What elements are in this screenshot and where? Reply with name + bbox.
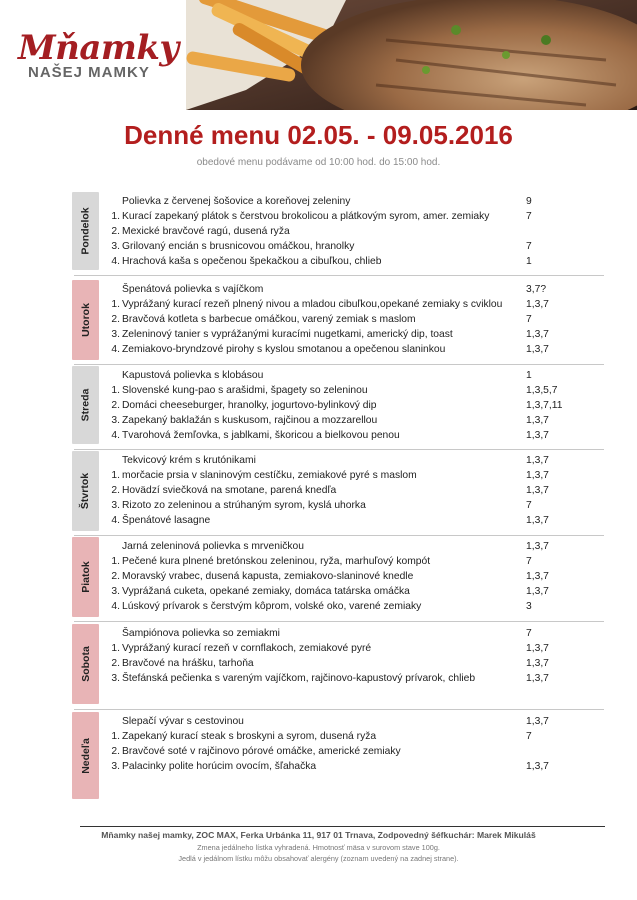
allergens: 1,3,7 bbox=[526, 299, 549, 310]
day-name: Nedeľa bbox=[79, 737, 92, 774]
dish-number: 1. bbox=[111, 470, 120, 481]
allergens: 1,3,7 bbox=[526, 485, 549, 496]
dish-row bbox=[111, 224, 612, 239]
day-label-stvrtok bbox=[72, 451, 99, 531]
dish-number: 3. bbox=[111, 586, 120, 597]
soup-row bbox=[122, 194, 612, 209]
dish-name: Palacinky polite horúcim ovocím, šľahačka bbox=[122, 761, 317, 772]
dish-name: Kapustová polievka s klobásou bbox=[122, 370, 264, 381]
allergens: 1,3,7 bbox=[526, 344, 549, 355]
dish-row bbox=[111, 428, 612, 443]
dish-number: 2. bbox=[111, 226, 120, 237]
dish-row bbox=[111, 744, 612, 759]
dish-name: morčacie prsia v slaninovým cestíčku, zemiakové pyré s maslom bbox=[122, 470, 417, 481]
soup-row bbox=[122, 282, 612, 297]
dish-name: Hrachová kaša s opečenou špekačkou a cibuľkou, chlieb bbox=[122, 256, 382, 267]
dish-row bbox=[111, 239, 612, 254]
day-label-sobota bbox=[72, 624, 99, 704]
dish-row bbox=[111, 383, 612, 398]
allergens: 7 bbox=[526, 628, 532, 639]
dish-name: Bravčové soté v rajčinovo pórové omáčke, americké zemiaky bbox=[122, 746, 401, 757]
day-label-utorok bbox=[72, 280, 99, 360]
soup-row bbox=[122, 368, 612, 383]
day-label-piatok bbox=[72, 537, 99, 617]
day-name: Piatok bbox=[79, 561, 92, 593]
dish-number: 2. bbox=[111, 314, 120, 325]
dish-name: Moravský vrabec, dusená kapusta, zemiakovo-slaninové knedle bbox=[122, 571, 414, 582]
dish-name: Mexické bravčové ragú, dusená ryža bbox=[122, 226, 290, 237]
allergens: 1,3,5,7 bbox=[526, 385, 558, 396]
day-separator bbox=[74, 275, 604, 276]
day-label-nedela bbox=[72, 712, 99, 799]
dish-name: Zeleninový tanier s vyprážanými kuracími nugetkami, americký dip, toast bbox=[122, 329, 453, 340]
day-separator bbox=[74, 621, 604, 622]
dish-row bbox=[111, 327, 612, 342]
day-separator bbox=[74, 709, 604, 710]
dish-number: 2. bbox=[111, 746, 120, 757]
dish-name: Lúskový prívarok s čerstvým kôprom, volské oko, varené zemiaky bbox=[122, 601, 422, 612]
dish-row bbox=[111, 468, 612, 483]
dish-number: 3. bbox=[111, 329, 120, 340]
allergens: 7 bbox=[526, 556, 532, 567]
day-name: Sobota bbox=[79, 646, 92, 682]
day-separator bbox=[74, 535, 604, 536]
dish-name: Grilovaný encián s brusnicovou omáčkou, hranolky bbox=[122, 241, 355, 252]
allergens: 9 bbox=[526, 196, 532, 207]
allergens: 1,3,7 bbox=[526, 571, 549, 582]
dish-name: Domáci cheeseburger, hranolky, jogurtovo-bylinkový dip bbox=[122, 400, 377, 411]
allergens: 3 bbox=[526, 601, 532, 612]
day-name: Štvrtok bbox=[79, 472, 92, 510]
food-photo bbox=[186, 0, 637, 110]
dish-name: Šampiónova polievka so zemiakmi bbox=[122, 628, 280, 639]
dish-row bbox=[111, 656, 612, 671]
logo bbox=[18, 30, 183, 81]
dish-number: 3. bbox=[111, 761, 120, 772]
logo-subtitle: NAŠEJ MAMKY bbox=[28, 64, 150, 81]
soup-row bbox=[122, 714, 612, 729]
dish-name: Špenátová polievka s vajíčkom bbox=[122, 284, 264, 295]
dish-row bbox=[111, 671, 612, 686]
dish-number: 4. bbox=[111, 515, 120, 526]
dish-number: 3. bbox=[111, 415, 120, 426]
dish-number: 3. bbox=[111, 500, 120, 511]
dish-number: 4. bbox=[111, 430, 120, 441]
allergens: 1,3,7 bbox=[526, 541, 549, 552]
allergens: 1,3,7 bbox=[526, 643, 549, 654]
dish-row bbox=[111, 398, 612, 413]
allergens: 7 bbox=[526, 241, 532, 252]
dish-name: Hovädzí sviečková na smotane, parená knedľa bbox=[122, 485, 337, 496]
dish-name: Slovenské kung-pao s arašidmi, špagety so zeleninou bbox=[122, 385, 368, 396]
dish-name: Vyprážaný kurací rezeň plnený nivou a mladou cibuľkou,opekané zemiaky s cviklou bbox=[122, 299, 503, 310]
allergens: 1,3,7 bbox=[526, 455, 549, 466]
allergens: 1,3,7 bbox=[526, 658, 549, 669]
dish-row bbox=[111, 498, 612, 513]
day-name: Streda bbox=[79, 388, 92, 422]
allergens: 1,3,7 bbox=[526, 470, 549, 481]
allergens: 1,3,7 bbox=[526, 430, 549, 441]
dish-name: Zapekaný kurací steak s broskyni a syrom, dusená ryža bbox=[122, 731, 377, 742]
dish-name: Tekvicový krém s krutónikami bbox=[122, 455, 256, 466]
allergens: 7 bbox=[526, 314, 532, 325]
dish-row bbox=[111, 254, 612, 269]
dish-row bbox=[111, 297, 612, 312]
dish-number: 3. bbox=[111, 241, 120, 252]
dish-row bbox=[111, 209, 612, 224]
dish-name: Bravčové na hrášku, tarhoňa bbox=[122, 658, 254, 669]
dish-name: Kurací zapekaný plátok s čerstvou brokolicou a plátkovým syrom, amer. zemiaky bbox=[122, 211, 490, 222]
dish-number: 2. bbox=[111, 658, 120, 669]
dish-number: 1. bbox=[111, 299, 120, 310]
allergens: 7 bbox=[526, 500, 532, 511]
dish-row bbox=[111, 759, 612, 774]
soup-row bbox=[122, 626, 612, 641]
dish-number: 4. bbox=[111, 256, 120, 267]
allergens: 1,3,7 bbox=[526, 586, 549, 597]
allergens: 7 bbox=[526, 731, 532, 742]
allergens: 1 bbox=[526, 370, 532, 381]
footer-allergen-note: Jedlá v jedálnom lístku môžu obsahovať alergény (zoznam uvedený na zadnej strane). bbox=[178, 854, 459, 863]
dish-row bbox=[111, 342, 612, 357]
allergens: 1,3,7 bbox=[526, 415, 549, 426]
dish-row bbox=[111, 483, 612, 498]
footer-note: Zmena jedálneho lístka vyhradená. Hmotnosť mäsa v surovom stave 100g. bbox=[197, 843, 440, 852]
dish-row bbox=[111, 599, 612, 614]
dish-name: Bravčová kotleta s barbecue omáčkou, varený zemiak s maslom bbox=[122, 314, 416, 325]
dish-name: Zemiakovo-bryndzové pirohy s kyslou smotanou a opečenou slaninkou bbox=[122, 344, 446, 355]
dish-row bbox=[111, 413, 612, 428]
dish-row bbox=[111, 554, 612, 569]
allergens: 3,7? bbox=[526, 284, 547, 295]
dish-number: 3. bbox=[111, 673, 120, 684]
dish-number: 1. bbox=[111, 643, 120, 654]
serving-hours: obedové menu podávame od 10:00 hod. do 15:00 hod. bbox=[196, 157, 441, 168]
dish-row bbox=[111, 641, 612, 656]
dish-number: 4. bbox=[111, 601, 120, 612]
footer-divider bbox=[80, 826, 605, 827]
dish-name: Pečené kura plnené bretónskou zeleninou, ryža, marhuľový kompót bbox=[122, 556, 431, 567]
dish-number: 1. bbox=[111, 385, 120, 396]
allergens: 1 bbox=[526, 256, 532, 267]
allergens: 1,3,7 bbox=[526, 761, 549, 772]
allergens: 1,3,7,11 bbox=[526, 400, 563, 411]
dish-number: 2. bbox=[111, 400, 120, 411]
day-name: Pondelok bbox=[79, 207, 92, 255]
dish-name: Špenátové lasagne bbox=[122, 515, 211, 526]
allergens: 1,3,7 bbox=[526, 716, 549, 727]
dish-row bbox=[111, 513, 612, 528]
day-name: Utorok bbox=[79, 303, 92, 337]
logo-script: Mňamky bbox=[18, 28, 179, 68]
dish-name: Štefánská pečienka s vareným vajíčkom, rajčinovo-kapustový prívarok, chlieb bbox=[122, 673, 476, 684]
dish-name: Slepačí vývar s cestovinou bbox=[122, 716, 244, 727]
dish-name: Jarná zeleninová polievka s mrveničkou bbox=[122, 541, 305, 552]
allergens: 1,3,7 bbox=[526, 515, 549, 526]
dish-number: 2. bbox=[111, 571, 120, 582]
dish-name: Vyprážaná cuketa, opekané zemiaky, domáca tatárska omáčka bbox=[122, 586, 410, 597]
dish-row bbox=[111, 729, 612, 744]
allergens: 1,3,7 bbox=[526, 673, 549, 684]
dish-row bbox=[111, 584, 612, 599]
dish-number: 1. bbox=[111, 211, 120, 222]
dish-row bbox=[111, 569, 612, 584]
dish-number: 1. bbox=[111, 556, 120, 567]
dish-number: 1. bbox=[111, 731, 120, 742]
day-label-pondelok bbox=[72, 192, 99, 270]
soup-row bbox=[122, 453, 612, 468]
day-separator bbox=[74, 449, 604, 450]
allergens: 7 bbox=[526, 211, 532, 222]
page-title: Denné menu 02.05. - 09.05.2016 bbox=[124, 120, 513, 150]
dish-name: Tvarohová žemľovka, s jablkami, škoricou a bielkovou penou bbox=[122, 430, 400, 441]
dish-name: Vyprážaný kurací rezeň v cornflakoch, zemiakové pyré bbox=[122, 643, 372, 654]
soup-row bbox=[122, 539, 612, 554]
allergens: 1,3,7 bbox=[526, 329, 549, 340]
dish-name: Rizoto zo zeleninou a strúhaným syrom, kyslá uhorka bbox=[122, 500, 366, 511]
day-label-streda bbox=[72, 366, 99, 444]
dish-number: 2. bbox=[111, 485, 120, 496]
dish-row bbox=[111, 312, 612, 327]
day-separator bbox=[74, 364, 604, 365]
dish-number: 4. bbox=[111, 344, 120, 355]
footer-address: Mňamky našej mamky, ZOC MAX, Ferka Urbánka 11, 917 01 Trnava, Zodpovedný šéfkuchár: Marek Mikuláš bbox=[101, 830, 536, 840]
dish-name: Zapekaný baklažán s kuskusom, rajčinou a mozzarellou bbox=[122, 415, 378, 426]
dish-name: Polievka z červenej šošovice a koreňovej zeleniny bbox=[122, 196, 351, 207]
